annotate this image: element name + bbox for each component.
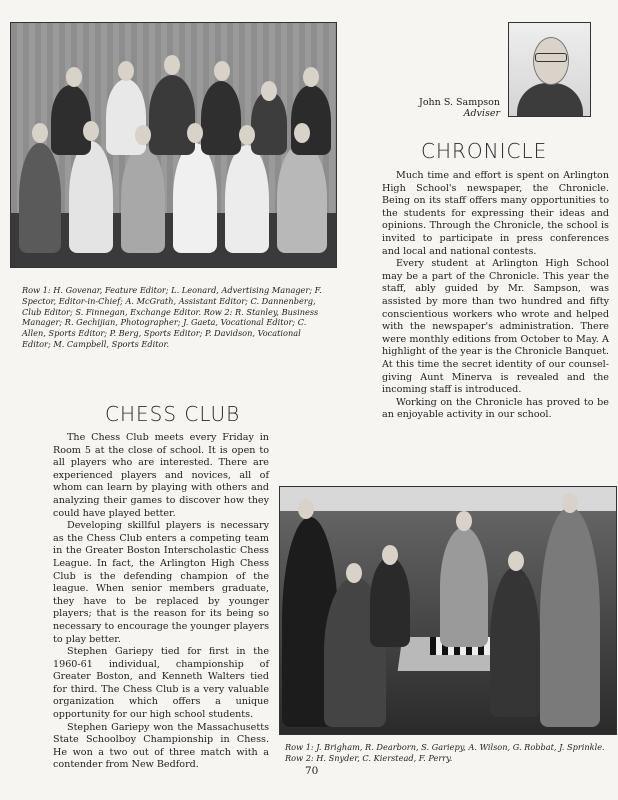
face [187,123,203,143]
chronicle-staff-photo [10,22,337,268]
staff-member [277,143,327,253]
staff-member [121,145,165,253]
staff-member [173,143,217,253]
staff-member [19,143,61,253]
face [118,61,134,81]
chess-paragraph: Developing skillful players is necessary as the Chess Club enters a competing team in the Greater Boston Interscholastic Chess League. In fact, the Arlington High Chess Club is the defending champion of the league. When senior members graduate, they have to be replaced by younger players; that is the reason for its being so necessary to encourage the younger players to play better. [53,520,269,645]
face [66,67,82,87]
adviser-name: John S. Sampson [419,97,500,108]
adviser-role: Adviser [463,108,500,119]
staff-member [201,81,241,155]
face [214,61,230,81]
chess-club-photo [279,486,617,735]
face [164,55,180,75]
face [261,81,277,101]
face [346,563,362,583]
staff-member [149,75,195,155]
face [456,511,472,531]
caption-row-1: Row 1: J. Brigham, R. Dearborn, S. Gariepy, A. Wilson, G. Robbat, J. Sprinkle. [285,742,605,752]
face [508,551,524,571]
adviser-portrait [508,22,591,117]
chronicle-article [382,170,609,422]
face [303,67,319,87]
face [298,499,314,519]
face [135,125,151,145]
club-member [370,557,410,647]
chess-paragraph: Stephen Gariepy tied for first in the 1960-61 individual, championship of Greater Boston, and Kenneth Walters tied for third. The Chess Club is a very valuable organization which offers a unique opportunity for our high school students. [53,646,269,721]
club-member [540,507,600,727]
page-number: 70 [305,765,319,777]
chess-photo-caption [285,742,615,764]
face [562,493,578,513]
chess-paragraph: The Chess Club meets every Friday in Room 5 at the close of school. It is open to all players who are interested. There are experienced players and novices, all of whom can learn by playing with others and analyzing their games to discover how they could have played better. [53,432,269,519]
chronicle-paragraph: Working on the Chronicle has proved to be an enjoyable activity in our school. [382,396,609,421]
chronicle-heading: CHRONICLE [421,139,548,163]
chess-club-heading: CHESS CLUB [105,402,241,426]
face [239,125,255,145]
portrait-glasses [535,53,567,62]
face [382,545,398,565]
chess-paragraph: Stephen Gariepy won the Massachusetts State Schoolboy Championship in Chess. He won a two out of three match with a contender from New Bedford. [53,721,269,771]
caption-row-2: Row 2: H. Snyder, C. Kierstead, F. Perry. [285,752,453,763]
club-member [440,527,488,647]
staff-member [51,85,91,155]
face [294,123,310,143]
face [83,121,99,141]
staff-member [225,145,269,253]
portrait-suit [517,83,583,117]
staff-member [291,85,331,155]
face [32,123,48,143]
staff-member [69,141,113,253]
chronicle-photo-caption: Row 1: H. Govenar, Feature Editor; L. Leonard, Advertising Manager; F. Spector, Editor-in-Chief; A. McGrath, Assistant Editor; C. Dannenberg, Club Editor; S. Finnegan, Exchange Editor. Row 2: R. Stanley, Business Manager; R. Gechijian, Photographer; J. Gaeta, Vocational Editor; C. Allen, Sports Editor; P. Berg, Sports Editor; P. Davidson, Vocational Editor; M. Campbell, Sports Editor. [22,285,322,349]
chronicle-paragraph: Every student at Arlington High School may be a part of the Chronicle. This year the staff, ably guided by Mr. Sampson, was assisted by more than two hundred and fifty conscientious workers who wrote and helped with the newspaper's administration. There were monthly editions from October to May. A highlight of the year is the Chronicle Banquet. At this time the secret identity of our counsel-giving Aunt Minerva is revealed and the incoming staff is introduced. [382,258,609,396]
club-member [490,567,540,717]
chess-club-article [53,432,269,772]
chronicle-paragraph: Much time and effort is spent on Arlington High School's newspaper, the Chronicle. Being on its staff offers many opportunities to the students for expressing their ideas and opinions. Through the Chronicle, the school is invited to participate in press conferences and local and national contests. [382,170,609,257]
